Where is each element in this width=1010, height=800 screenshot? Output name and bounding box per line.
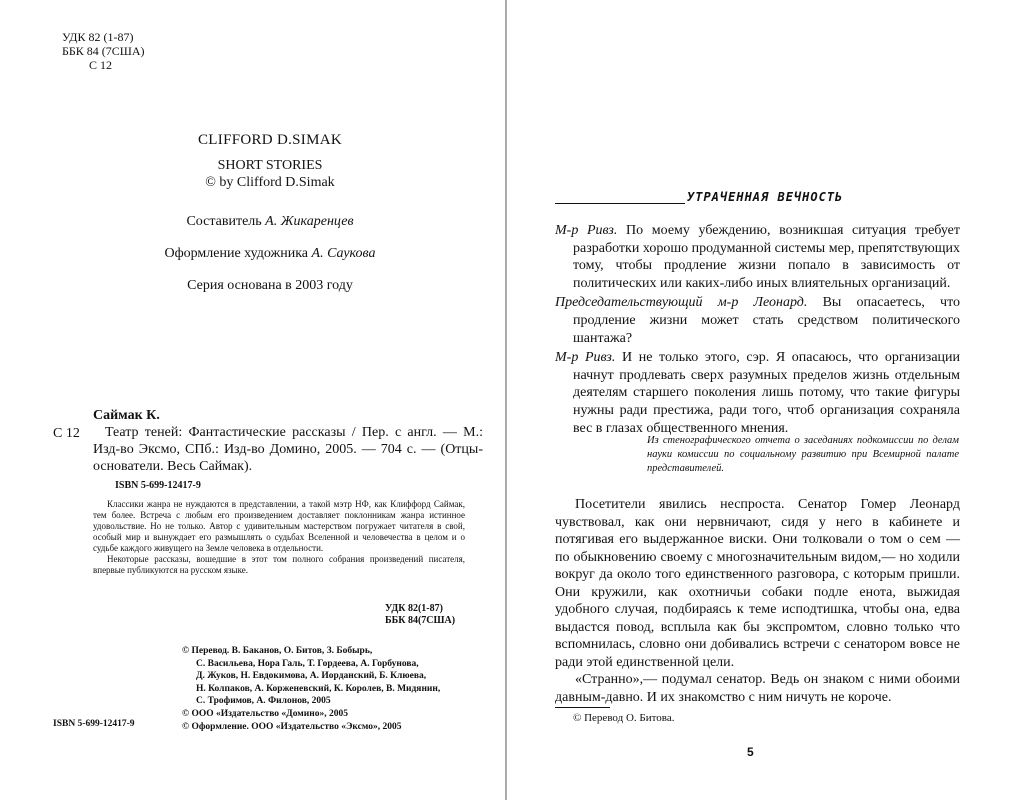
speaker: М-р Ривз. [555,223,618,238]
speaker: М-р Ривз. [555,350,616,366]
credit-line: Д. Жуков, Н. Евдокимова, А. Иорданский, Б. Клюева, [196,671,427,682]
udk-block-right [385,603,455,627]
udk-code: УДК 82(1-87) [385,603,443,614]
compiler-label: Составитель [186,214,262,229]
author-mark: С 12 [89,58,113,72]
speech: Вы опасаетесь, что продление жизни может стать средством политического шантажа? [573,295,960,346]
catalog-description: Театр теней: Фантастические рассказы / Пер. с англ. — М.: Изд-во Эксмо, СПб.: Изд-во Домино, 2005. — 704 с. — (Отцы-основатели. Весь Саймак). [93,425,483,474]
compiler-name: А. Жикаренцев [265,214,354,229]
speech: По моему убеждению, возникшая ситуация требует разработки хорошо продуманной системы мер, препятствующих тому, чтобы продление жизни попало в зависимость от политических или каких-либо иных влиятельных организаций. [573,223,961,291]
story-paragraph: Посетители явились неспроста. Сенатор Гомер Леонард чувствовал, как они нервничают, сидя у него в кабинете и потягивая его выдержанное виски. Они толковали о том о сем — по обыкновению своему с многозначительным видом,— но ходили вокруг да около того единственного разговора, с которым пришли. Они кружили, как охотничьи собаки подле енота, выжидая удобного случая, подбираясь к теме исподтишка, чтобы она, едва выдастся повод, всплыла как бы экспромтом, словно только что вспомнилась, словно они добивались встречи с сенатором вовсе не ради этой единственной цели. [555,497,960,670]
original-author: CLIFFORD D.SIMAK [198,132,342,148]
footnote-rule [555,707,610,708]
isbn-bottom: ISBN 5-699-12417-9 [53,719,135,729]
dialog-line [555,222,960,292]
epigraph-source: Из стенографического отчета о заседаниях подкомиссии по делам науки комиссии по социальному развитию при Всемирной палате представителей. [647,435,959,474]
epigraph-dialog [555,222,960,439]
credits-block [182,645,472,733]
running-head: УТРАЧЕННАЯ ВЕЧНОСТЬ [687,190,844,204]
page-number: 5 [747,745,754,759]
design-line [140,246,400,262]
right-page [515,0,1010,800]
compiler-line [140,214,400,230]
series-note: Серия основана в 2003 году [187,278,353,293]
credit-line: © Перевод. В. Баканов, О. Битов, З. Бобырь, [182,646,373,656]
catalog-mark: С 12 [53,426,80,441]
credit-line: © Оформление. ООО «Издательство «Эксмо», 2005 [182,721,402,732]
footnote: © Перевод О. Битова. [573,712,675,724]
annotation [93,499,465,576]
credit-line: С. Трофимов, А. Филонов, 2005 [196,696,331,707]
udk-header [62,30,145,72]
bbk-code: ББК 84 (7США) [62,44,145,58]
isbn-main: ISBN 5-699-12417-9 [115,480,201,491]
story-text [555,496,960,706]
credit-line: © ООО «Издательство «Домино», 2005 [182,708,348,719]
original-title: SHORT STORIES [217,158,323,173]
udk-code: УДК 82 (1-87) [62,30,134,44]
annotation-paragraph: Классики жанра не нуждаются в представлении, а такой мэтр НФ, как Клиффорд Саймак, тем более. Встреча с любым его произведением доставляет поклонникам жанра истинное удовольствие. Но не только. Автор с удивительным мастерством погружает читателя в свой, особый мир и вынуждает его размышлять о судьбах Вселенной и человечества в целом и о судьбе каждого живущего на Земле человека в отдельности. [93,499,465,553]
original-copyright: © by Clifford D.Simak [205,175,335,190]
book-spine-divider [505,0,507,800]
speech: И не только этого, сэр. Я опасаюсь, что организации начнут продлевать сверх разумных пределов жизнь отдельным деятелям старшего поколения лишь потому, что такие фигуры нужны ради престижа, ради того, чтоб организация сохраняла вес в глазах общественного мнения. [573,350,961,436]
running-head-rule [555,203,685,204]
credit-line: С. Васильева, Нора Галь, Т. Гордеева, А. Горбунова, [196,658,419,669]
credit-line: Н. Колпаков, А. Корженевский, К. Королев, В. Мидянин, [196,683,441,694]
dialog-line [555,294,960,347]
bbk-code: ББК 84(7США) [385,615,456,626]
story-paragraph: «Странно»,— подумал сенатор. Ведь он знаком с ними обоими давным-давно. И их знакомство с ним ничуть не короче. [555,672,960,705]
annotation-paragraph: Некоторые рассказы, вошедшие в этот том полного собрания произведений писателя, впервые публикуются на русском языке. [93,554,465,575]
speaker: Председательствующий м-р Леонард. [555,295,808,311]
catalog-entry [93,407,483,475]
design-name: А. Саукова [311,246,376,261]
design-label: Оформление художника [164,246,309,261]
dialog-line [555,349,960,437]
catalog-author: Саймак К. [93,408,160,423]
